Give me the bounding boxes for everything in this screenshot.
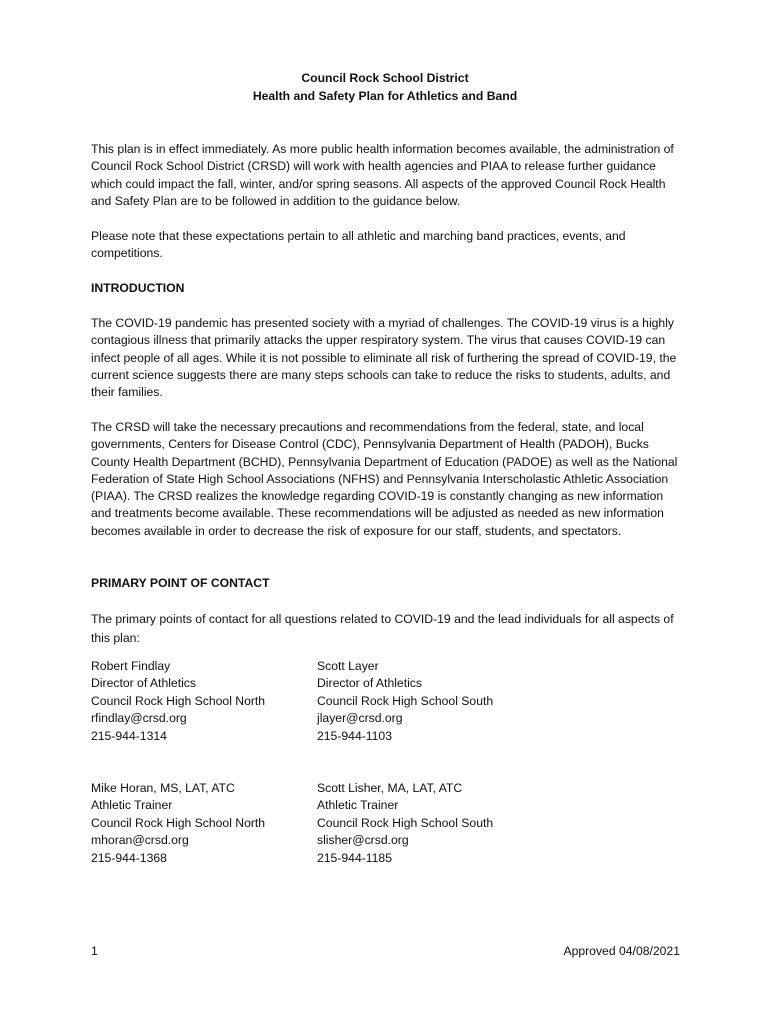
contact-card (317, 780, 537, 867)
contact-school: Council Rock High School North (91, 815, 266, 830)
approval-date: Approved 04/08/2021 (563, 944, 680, 958)
contact-name: Robert Findlay (91, 659, 171, 673)
contact-card (91, 780, 311, 867)
introduction-paragraph-2: The CRSD will take the necessary precautions and recommendations from the federal, state, and local governments, Centers for Disease Control (CDC), Pennsylvania Department of Health (PADOH), Bucks County Health Department (BCHD), Pennsylvania Department of Education (PADOE) as well as the National Federation of State High School Associations (NFHS) and Pennsylvania Interscholastic Athletic Association (PIAA). The CRSD realizes the knowledge regarding COVID-19 is constantly changing as new information and treatments become available. These recommendations will be adjusted as needed as new information becomes available in order to decrease the risk of exposure for our staff, students, and spectators. (91, 420, 678, 538)
contact-school: Council Rock High School North (91, 693, 266, 708)
contact-school: Council Rock High School South (317, 815, 494, 830)
contact-card (91, 658, 311, 745)
introduction-paragraph-1: The COVID-19 pandemic has presented society with a myriad of challenges. The COVID-19 virus is a highly contagious illness that primarily attacks the upper respiratory system. The virus that causes COVID-19 can infect people of all ages. While it is not possible to eliminate all risk of furthering the spread of COVID-19, the current science suggests there are many steps schools can take to reduce the risks to students, adults, and their families. (91, 316, 677, 400)
contact-email: mhoran@crsd.org (91, 833, 189, 848)
expectations-paragraph: Please note that these expectations pertain to all athletic and marching band practices, events, and competitions. (91, 229, 626, 261)
contact-name: Mike Horan, MS, LAT, ATC (91, 781, 235, 795)
contact-name: Scott Lisher, MA, LAT, ATC (317, 781, 463, 795)
contact-email: rfindlay@crsd.org (91, 711, 187, 726)
page-number: 1 (91, 944, 98, 958)
contact-school: Council Rock High School South (317, 693, 494, 708)
contact-title: Director of Athletics (91, 676, 196, 691)
contact-email: slisher@crsd.org (317, 833, 409, 848)
contact-phone: 215-944-1185 (317, 850, 392, 865)
document-title: Council Rock School District (301, 71, 469, 85)
document-subtitle: Health and Safety Plan for Athletics and Band (252, 89, 518, 103)
contact-title: Athletic Trainer (91, 798, 173, 813)
contact-title: Athletic Trainer (317, 798, 399, 813)
contact-phone: 215-944-1103 (317, 728, 392, 743)
contact-email: jlayer@crsd.org (317, 711, 403, 726)
contact-title: Director of Athletics (317, 676, 422, 691)
contact-intro-paragraph: The primary points of contact for all questions related to COVID-19 and the lead individuals for all aspects of this plan: (91, 612, 674, 645)
contact-name: Scott Layer (317, 659, 379, 673)
introduction-heading: INTRODUCTION (91, 281, 185, 295)
contact-heading: PRIMARY POINT OF CONTACT (91, 576, 270, 590)
contact-phone: 215-944-1314 (91, 728, 167, 743)
intro-paragraph: This plan is in effect immediately. As more public health information becomes available, the administration of Council Rock School District (CRSD) will work with health agencies and PIAA to release further guidance which could impact the fall, winter, and/or spring seasons. All aspects of the approved Council Rock Health and Safety Plan are to be followed in addition to the guidance below. (91, 142, 674, 208)
contact-card (317, 658, 537, 745)
contact-phone: 215-944-1368 (91, 850, 167, 865)
